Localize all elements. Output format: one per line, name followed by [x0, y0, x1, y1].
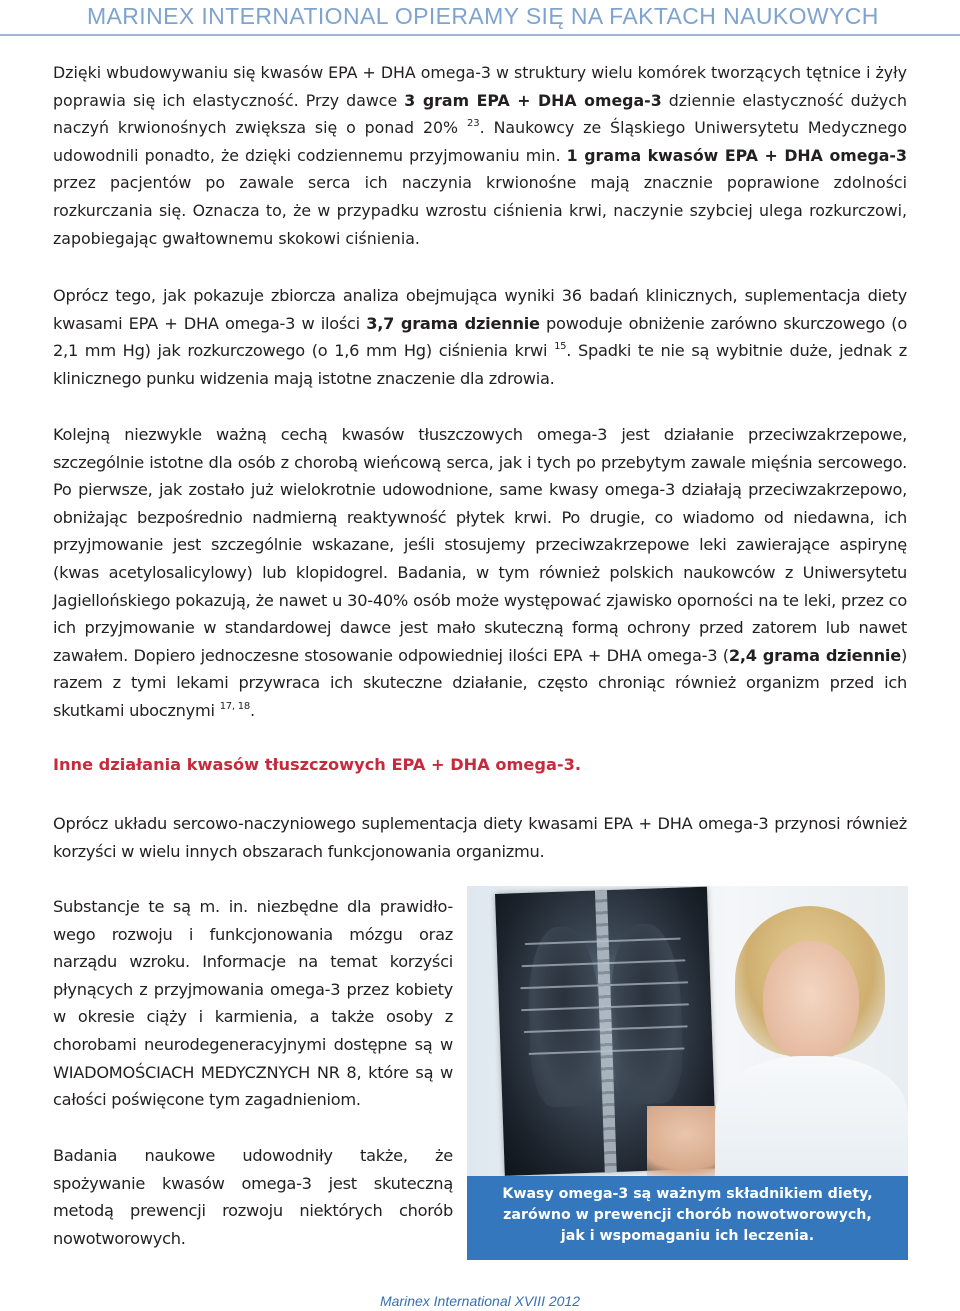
- paragraph-anticoagulant: [53, 421, 907, 725]
- text-span: . Spadki te nie są wybitnie duże, jednak z klinicznego punku widzenia mają istotne znaczenie dla zdrowia.: [53, 341, 907, 388]
- bold-dose: 3,7 grama dziennie: [366, 313, 540, 333]
- lab-coat-shape: [715, 1056, 908, 1176]
- paragraph-cancer-prevention: Badania naukowe udowodniły także, że spożywanie kwasów omega-3 jest skuteczną metodą prewencji rozwoju niektórych chorób nowotworowych.: [53, 1146, 453, 1248]
- text-span: Oprócz tego, jak pokazuje zbiorcza analiza obejmująca wyniki 36 badań klinicznych, suplementacja diety kwasami EPA + DHA omega-3 w ilości: [53, 286, 907, 333]
- text-span: ) razem z tymi lekami przywraca ich skuteczne działanie, często chroniąc również organizm przed ich skutkami ubocznymi: [53, 645, 908, 720]
- bold-dose: 2,4 grama dziennie: [728, 645, 901, 665]
- doctor-xray-photo: [467, 886, 908, 1176]
- text-span: Kolejną niezwykle ważną cechą kwasów tłuszczowych omega-3 jest działanie przeciwzakrzepowe, szczególnie istotne dla osób z chorobą wieńcową serca, jak i tych po przebytym zawale mięśnia sercowego. Po pierwsze, jak zostało już wielokrotnie udowodnione, same kwasy omega-3 działają przeciwzakrzepowo, obniżając bezpośrednio nadmierną reaktywność płytek krwi. Po drugie, co wiadomo od niedawna, ich przyjmowanie jest szczególnie wskazane, jeśli stosujemy przeciwzakrzepowe leki zawierające aspirynę (kwas acetylosalicylowy) lub klopidogrel. Badania, w tym również polskich naukowców z Uniwersytetu Jagiellońskiego pokazują, że nawet u 30-40% osób może występować zjawisko oporności na te leki, przez co ich przyjmowanie w standardowej dawce jest mało skuteczną formą ochrony przed zatorem lub nawet zawałem. Dopiero jednoczesne stosowanie odpowiedniej ilości EPA + DHA omega-3 (: [53, 425, 907, 665]
- bold-dose: 3 gram EPA + DHA omega-3: [404, 90, 662, 110]
- paragraph-elasticity: [53, 59, 907, 252]
- text-span: . Naukowcy ze Śląskiego Uniwersytetu Medycznego udowodnili ponadto, że dzięki codziennemu przyjmowaniu min.: [53, 118, 907, 165]
- text-span: powoduje obniżenie zarówno skurczowego (o 2,1 mm Hg) jak rozkurczowego (o 1,6 mm Hg) ciśnienia krwi: [53, 313, 908, 361]
- text-span: Dzięki wbudowywaniu się kwasów EPA + DHA omega-3 w struktury wielu komórek tworzących tętnice i żyły poprawia się ich elastyczność. Przy dawce: [53, 63, 907, 110]
- caption-line: Kwasy omega-3 są ważnym składnikiem diety,: [502, 1186, 873, 1202]
- page-header: [0, 0, 960, 36]
- paragraph-other-benefits: Oprócz układu sercowo-naczyniowego suplementacja diety kwasami EPA + DHA omega-3 przynosi również korzyści w wielu innych obszarach funkcjonowania organizmu.: [53, 814, 907, 861]
- paragraph-brain-vision: Substancje te są m. in. niezbędne dla prawidło-wego rozwoju i funkcjonowania mózgu oraz narządu wzroku. Informacje na temat korzyści płynących z przyjmowania omega-3 przez kobiety w okresie ciąży i karmienia, a także osoby z chorobami neurodegeneracyjnymi dostępne są w WIADOMOŚCIACH MEDYCZNYCH NR 8, które są w całości poświęcone tym zagadnieniom.: [53, 897, 453, 1110]
- lung-shape: [526, 925, 602, 1107]
- photo-caption: [467, 1176, 908, 1260]
- text-span: dziennie elastyczność dużych naczyń krwionośnych zwiększa się o ponad 20%: [53, 90, 907, 138]
- section-heading: Inne działania kwasów tłuszczowych EPA + DHA omega-3.: [53, 755, 581, 774]
- bold-dose: 1 grama kwasów EPA + DHA omega-3: [566, 145, 907, 165]
- header-title: MARINEX INTERNATIONAL OPIERAMY SIĘ NA FAKTACH NAUKOWYCH: [87, 3, 879, 29]
- page-footer: Marinex International XVIII 2012: [379, 1293, 580, 1309]
- face-shape: [763, 941, 859, 1061]
- doctor-figure: [715, 906, 908, 1176]
- lung-shape: [608, 923, 684, 1105]
- text-span: przez pacjentów po zawale serca ich naczynia krwionośne mają znacznie poprawione zdolności rozkurczania się. Oznacza to, że w przypadku wzrostu ciśnienia krwi, naczynie szybciej ulega rozkurczowi, zapobiegając gwałtownemu skokowi ciśnienia.: [53, 173, 907, 248]
- text-span: .: [250, 700, 255, 720]
- footnote-ref: 23: [466, 118, 480, 130]
- footnote-ref: 15: [554, 341, 567, 353]
- paragraph-blood-pressure: [53, 282, 907, 392]
- caption-line: zarówno w prewencji chorób nowotworowych,: [503, 1207, 872, 1223]
- caption-line: jak i wspomaganiu ich leczenia.: [560, 1228, 815, 1244]
- footnote-ref: 17, 18: [219, 700, 250, 712]
